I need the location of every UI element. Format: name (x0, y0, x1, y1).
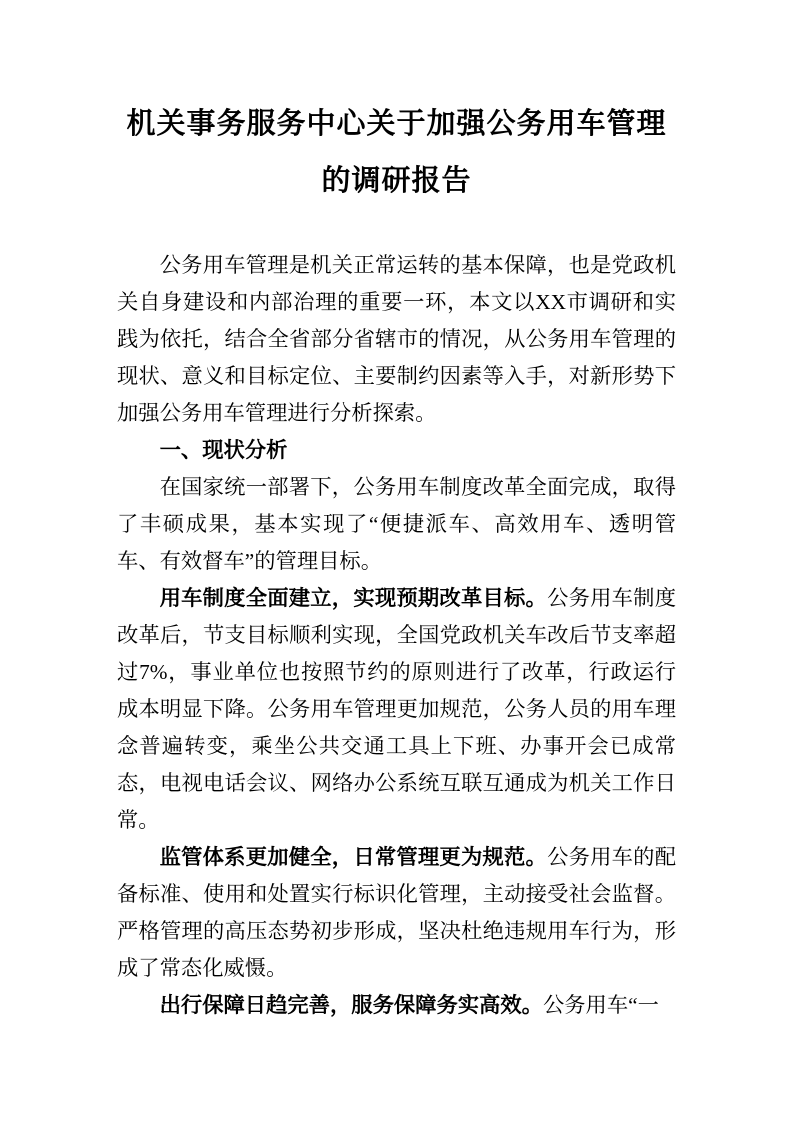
paragraph-intro-text: 公务用车管理是机关正常运转的基本保障，也是党政机关自身建设和内部治理的重要一环，本文以XX市调研和实践为依托，结合全省部分省辖市的情况，从公务用车管理的现状、意义和目标定位、主要制约因素等入手，对新形势下加强公务用车管理进行分析探索。 (117, 253, 676, 425)
paragraph-status-overview-text: 在国家统一部署下，公务用车制度改革全面完成，取得了丰硕成果，基本实现了“便捷派车、高效用车、透明管车、有效督车”的管理目标。 (117, 475, 676, 573)
paragraph-supervision-text: 公务用车的配备标准、使用和处置实行标识化管理，主动接受社会监督。严格管理的高压态势初步形成，坚决杜绝违规用车行为，形成了常态化威慑。 (117, 845, 676, 980)
document-title-line-1: 机关事务服务中心关于加强公务用车管理 (126, 108, 667, 140)
paragraph-travel-support-text: 公务用车“一 (542, 993, 659, 1017)
paragraph-travel-support-lead: 出行保障日趋完善，服务保障务实高效。 (159, 993, 543, 1017)
paragraph-reform-goals-text: 公务用车制度改革后，节支目标顺利实现，全国党政机关车改后节支率超过7%，事业单位也按照节约的原则进行了改革，行政运行成本明显下降。公务用车管理更加规范，公务人员的用车理念普遍转变，乘坐公共交通工具上下班、办事开会已成常态，电视电话会议、网络办公系统互联互通成为机关工作日常。 (117, 586, 676, 832)
paragraph-supervision (117, 839, 676, 987)
section-heading-status-analysis: 一、现状分析 (159, 438, 288, 462)
document-title-line-2: 的调研报告 (321, 165, 472, 197)
paragraph-intro (117, 247, 676, 432)
paragraph-supervision-lead: 监管体系更加健全，日常管理更为规范。 (159, 845, 548, 869)
document-title (117, 96, 676, 210)
paragraph-status-overview (117, 469, 676, 580)
paragraph-travel-support (117, 987, 676, 1024)
paragraph-reform-goals (117, 580, 676, 839)
paragraph-reform-goals-lead: 用车制度全面建立，实现预期改革目标。 (159, 586, 548, 610)
